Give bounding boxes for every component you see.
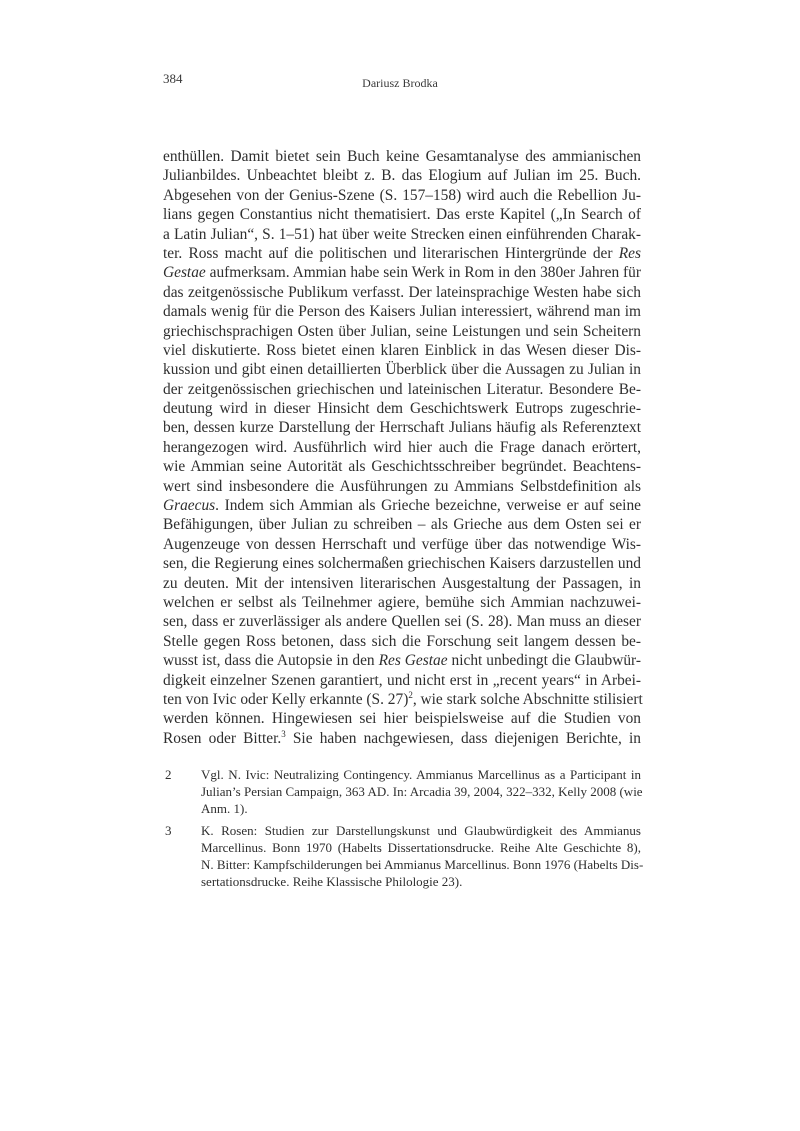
footnote-line: N. Bitter: Kampfschilderungen bei Ammianus Marcellinus. Bonn 1976 (Habelts Dis-	[201, 857, 644, 872]
text-line: viel diskutierte. Ross bietet einen klaren Einblick in das Wesen dieser Dis-	[163, 341, 641, 359]
footnote-line: sertationsdrucke. Reihe Klassische Philologie 23).	[201, 874, 463, 889]
footnote-ref[interactable]: 2	[408, 689, 413, 700]
text-line	[163, 729, 641, 748]
footnote-ref[interactable]: 3	[281, 728, 286, 739]
text-segment: wusst ist, dass die Autopsie in den	[163, 652, 375, 670]
footnote	[163, 766, 641, 817]
text-line: sen, die Regierung eines solchermaßen griechischen Kaisers darzustellen und	[163, 555, 641, 573]
text-line: deutung wird in dieser Hinsicht dem Geschichtswerk Eutrops zugeschrie-	[163, 400, 641, 418]
footnote-line: Julian’s Persian Campaign, 363 AD. In: Arcadia 39, 2004, 322–332, Kelly 2008 (wie	[201, 784, 643, 799]
text-line	[163, 263, 641, 282]
text-line	[163, 651, 641, 670]
footnote	[163, 822, 644, 890]
text-line: Stelle gegen Ross betonen, dass sich die Forschung seit langem dessen be-	[163, 632, 641, 650]
italic-term: Graecus	[163, 497, 216, 515]
page-number: 384	[163, 71, 183, 86]
text-line: zu deuten. Mit der intensiven literarischen Ausgestaltung der Passagen, in	[163, 574, 641, 592]
text-line: kussion und gibt einen detaillierten Überblick über die Aussagen zu Julian in	[163, 361, 641, 379]
text-line: Befähigungen, über Julian zu schreiben – als Grieche aus dem Osten sei er	[163, 516, 641, 534]
footnote-line: K. Rosen: Studien zur Darstellungskunst und Glaubwürdigkeit des Ammianus	[201, 823, 641, 838]
text-line: der zeitgenössischen griechischen und lateinischen Literatur. Besondere Be-	[163, 380, 641, 398]
footnote-line: Anm. 1).	[201, 801, 248, 816]
text-line: ben, dessen kurze Darstellung der Herrschaft Julians häufig als Referenztext	[163, 419, 641, 437]
text-segment: nicht unbedingt die Glaubwür-	[451, 652, 641, 670]
text-line: griechischsprachigen Osten über Julian, seine Leistungen und sein Scheitern	[163, 322, 641, 340]
text-segment: , wie stark solche Abschnitte stilisiert	[412, 690, 643, 708]
footnote-number: 2	[165, 767, 172, 782]
text-line: Abgesehen von der Genius-Szene (S. 157–158) wird auch die Rebellion Ju-	[163, 186, 641, 204]
text-segment: . Indem sich Ammian als Grieche bezeichne, verweise er auf seine	[215, 497, 641, 515]
text-line: damals wenig für die Person des Kaisers Julian interessiert, während man im	[163, 303, 641, 321]
footnote-number: 3	[165, 823, 172, 838]
text-line	[163, 496, 641, 515]
text-line: digkeit einzelner Szenen garantiert, und nicht erst in „recent years“ in Arbei-	[163, 671, 641, 689]
text-segment: Sie haben nachgewiesen, dass diejenigen Berichte, in	[292, 729, 641, 747]
text-line: lians gegen Constantius nicht thematisiert. Das erste Kapitel („In Search of	[163, 206, 641, 224]
text-line: werden können. Hingewiesen sei hier beispielsweise auf die Studien von	[163, 710, 641, 728]
footnote-text	[201, 766, 641, 817]
footnote-text	[201, 822, 644, 890]
text-segment: Rosen oder Bitter.	[163, 729, 282, 747]
text-line: herangezogen wird. Ausführlich wird hier auch die Frage danach erörtert,	[163, 438, 641, 456]
footnotes	[163, 766, 644, 895]
running-head: Dariusz Brodka	[362, 76, 438, 90]
text-line: a Latin Julian“, S. 1–51) hat über weite Strecken einen einführenden Charak-	[163, 225, 641, 243]
footnote-line: Marcellinus. Bonn 1970 (Habelts Dissertationsdrucke. Reihe Alte Geschichte 8),	[201, 840, 641, 855]
text-segment: ten von Ivic oder Kelly erkannte (S. 27)	[163, 690, 409, 708]
text-segment: ter. Ross macht auf die politischen und literarischen Hintergründe der	[163, 244, 613, 262]
italic-title: Res	[618, 244, 641, 262]
text-line: enthüllen. Damit bietet sein Buch keine Gesamtanalyse des ammianischen	[163, 148, 641, 165]
footnote-line: Vgl. N. Ivic: Neutralizing Contingency. Ammianus Marcellinus as a Participant in	[201, 767, 641, 782]
text-line: Julianbildes. Unbeachtet bleibt z. B. das Elogium auf Julian im 25. Buch.	[163, 167, 641, 185]
body-text	[163, 147, 641, 748]
text-line: Augenzeuge von dessen Herrschaft und verfüge über das notwendige Wis-	[163, 535, 641, 553]
text-line	[163, 690, 641, 709]
italic-title: Res Gestae	[378, 652, 448, 670]
text-line: sen, dass er zuverlässiger als andere Quellen sei (S. 28). Man muss an dieser	[163, 613, 641, 631]
text-line: wert sind insbesondere die Ausführungen zu Ammians Selbstdefinition als	[163, 477, 641, 495]
text-line: wie Ammian seine Autorität als Geschichtsschreiber begründet. Beachtens-	[163, 458, 641, 476]
text-line	[163, 244, 641, 263]
italic-title: Gestae	[163, 264, 206, 282]
text-line: das zeitgenössische Publikum verfasst. Der lateinsprachige Westen habe sich	[163, 283, 641, 301]
text-segment: aufmerksam. Ammian habe sein Werk in Rom in den 380er Jahren für	[209, 264, 641, 282]
text-line: welchen er selbst als Teilnehmer agiere, bemühe sich Ammian nachzuwei-	[163, 593, 641, 611]
